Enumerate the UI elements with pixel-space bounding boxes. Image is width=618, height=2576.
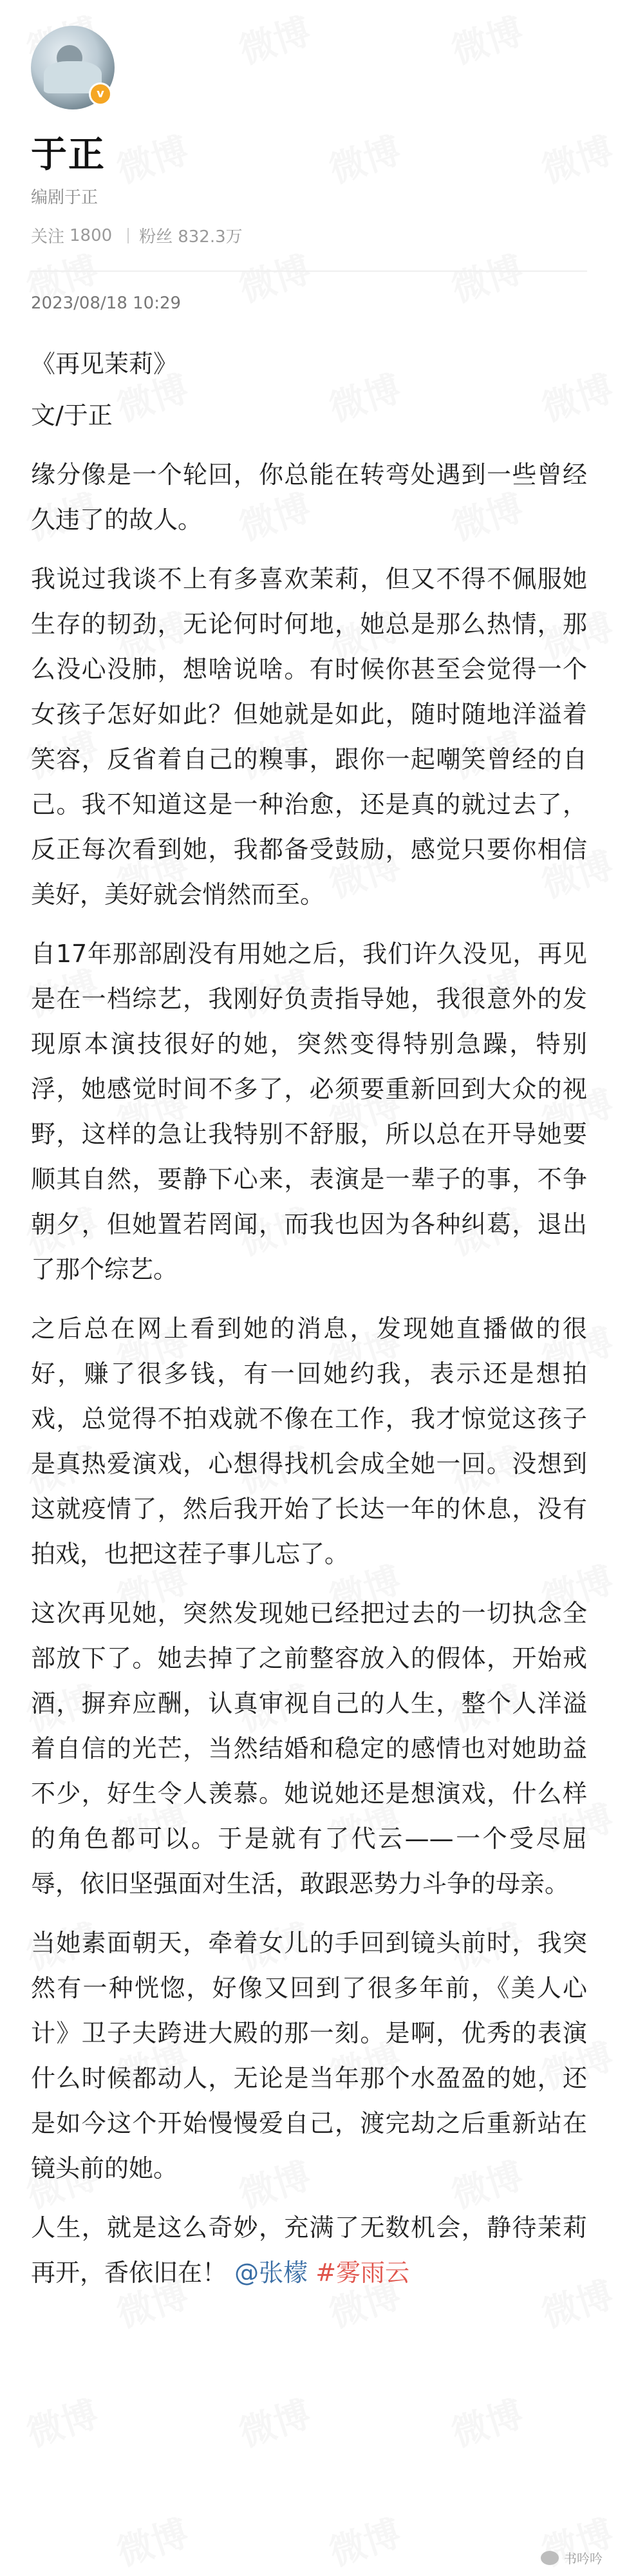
watermark-text [232,2386,316,2458]
profile-bio: 编剧于正 [31,188,98,207]
wechat-icon [541,2551,559,2565]
follow-count[interactable]: 1800 [70,225,113,245]
hashtag-link[interactable]: #雾雨云 [315,2259,410,2287]
watermark-text [322,2505,406,2576]
post-paragraph-last [31,2205,587,2295]
fans-label[interactable]: 粉丝 [139,227,173,247]
post-paragraph-5: 这次再见她，突然发现她已经把过去的一切执念全部放下了。她去掉了之前整容放入的假体，开始戒酒，摒弃应酬，认真审视自己的人生，整个人洋溢着自信的光芒，当然结婚和稳定的感情也对她助益不少，好生令人羡慕。她说她还是想演戏，什么样的角色都可以。于是就有了代云——一个受尽屈辱，依旧坚强面对生活，敢跟恶势力斗争的母亲。 [31,1599,587,1898]
header-divider [31,270,587,272]
watermark-text [109,2505,194,2576]
profile-header [0,0,618,272]
post-paragraph-1: 缘分像是一个轮回，你总能在转弯处遇到一些曾经久违了的故人。 [31,460,587,534]
profile-name[interactable]: 于正 [31,134,106,176]
source-watermark [541,2548,603,2567]
source-label: 书吟吟 [564,2551,603,2566]
post [0,294,618,2295]
avatar-wrap[interactable] [31,26,115,109]
post-title: 《再见茉莉》 [31,350,178,378]
post-content [31,341,587,2295]
post-paragraph-2: 我说过我谈不上有多喜欢茉莉，但又不得不佩服她生存的韧劲，无论何时何地，她总是那么热情，那么没心没肺，想啥说啥。有时候你甚至会觉得一个女孩子怎好如此？但她就是如此，随时随地洋溢着笑容，反省着自己的糗事，跟你一起嘲笑曾经的自己。我不知道这是一种治愈，还是真的就过去了，反正每次看到她，我都备受鼓励，感觉只要你相信美好，美好就会悄然而至。 [31,565,587,909]
last-paragraph-text: 人生，就是这么奇妙，充满了无数机会，静待茉莉再开，香依旧在！ [31,2213,587,2287]
follow-label[interactable]: 关注 [31,227,65,247]
post-timestamp: 2023/08/18 10:29 [31,294,182,313]
post-paragraph-3: 自17年那部剧没有用她之后，我们许久没见，再见是在一档综艺，我刚好负责指导她，我很意外的发现原本演技很好的她，突然变得特别急躁，特别浮，她感觉时间不多了，必须要重新回到大众的视野，这样的急让我特别不舒服，所以总在开导她要顺其自然，要静下心来，表演是一辈子的事，不争朝夕，但她置若罔闻，而我也因为各种纠葛，退出了那个综艺。 [31,940,587,1283]
verified-badge-icon: v [89,82,112,106]
post-paragraph-6: 当她素面朝天，牵着女儿的手回到镜头前时，我突然有一种恍惚，好像又回到了很多年前，《美人心计》卫子夫跨进大殿的那一刻。是啊，优秀的表演什么时候都动人，无论是当年那个水盈盈的她，还是如今这个开始慢慢爱自己，渡完劫之后重新站在镜头前的她。 [31,1929,587,2183]
watermark-text [444,2386,529,2458]
mention-link[interactable]: @张檬 [234,2259,308,2287]
post-byline: 文/于正 [31,401,113,430]
post-paragraph-4: 之后总在网上看到她的消息，发现她直播做的很好，赚了很多钱，有一回她约我，表示还是想拍戏，总觉得不拍戏就不像在工作，我才惊觉这孩子是真热爱演戏，心想得找机会成全她一回。没想到这就疫情了，然后我开始了长达一年的休息，没有拍戏，也把这茬子事儿忘了。 [31,1314,587,1568]
stats-divider [127,228,129,243]
watermark-text [19,2386,104,2458]
fans-count[interactable]: 832.3万 [178,227,243,247]
profile-stats [31,223,587,247]
